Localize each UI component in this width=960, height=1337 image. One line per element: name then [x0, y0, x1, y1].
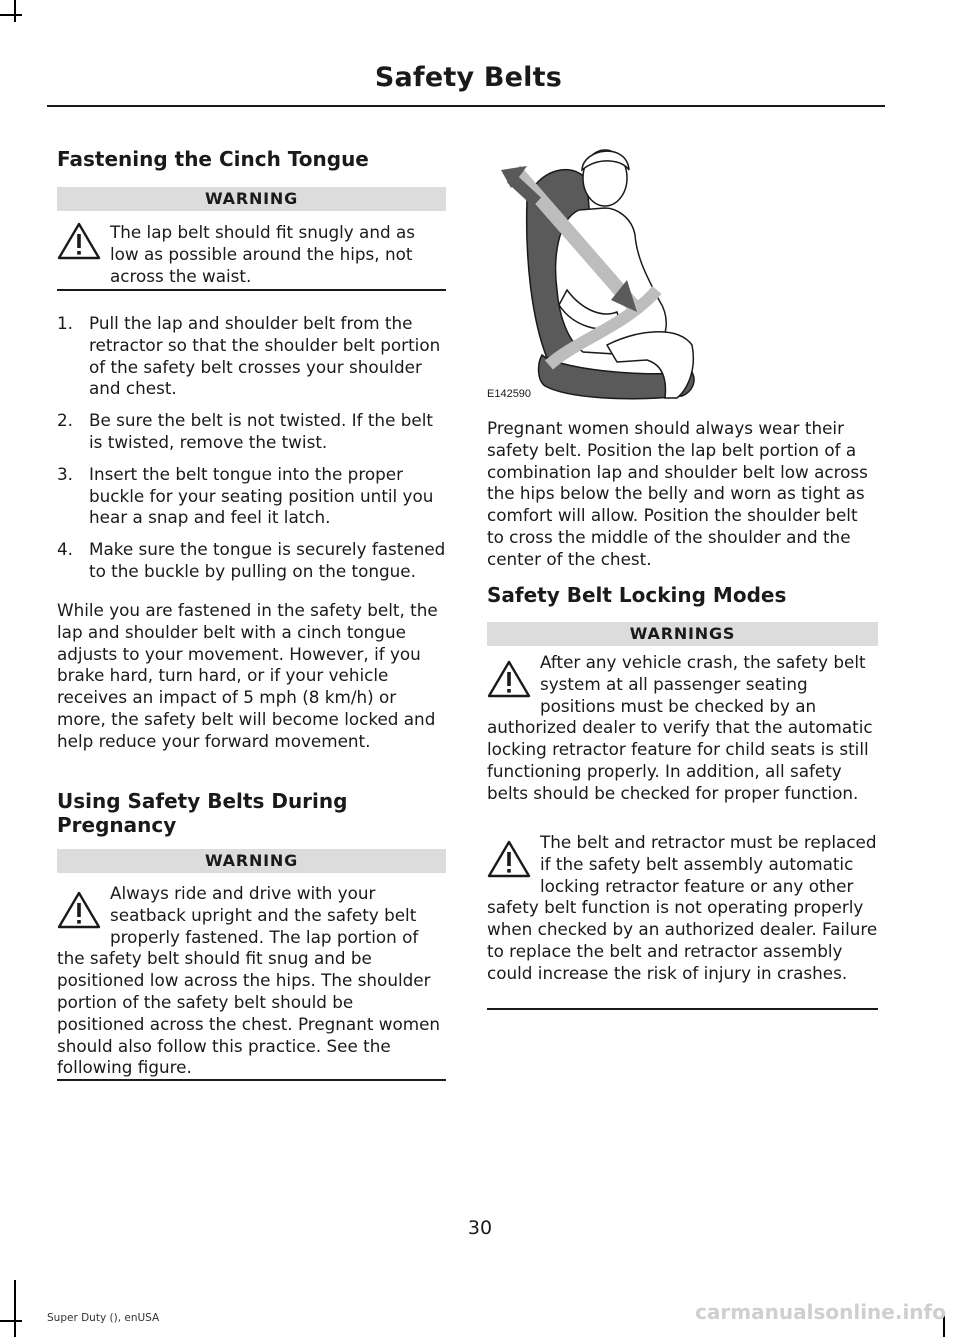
- warning-triangle-icon: [487, 840, 531, 878]
- warning-end-rule: [487, 1008, 878, 1010]
- warning-end-rule: [57, 1079, 446, 1081]
- belt-figure-icon: [487, 140, 707, 408]
- warning-triangle-icon: [57, 222, 101, 260]
- step-number: 2.: [57, 410, 74, 431]
- warning-block: [57, 222, 446, 287]
- warning-label-bar: WARNING: [57, 187, 446, 211]
- warning-label-bar: WARNINGS: [487, 622, 878, 646]
- crop-mark: [14, 0, 16, 22]
- page-header-title: Safety Belts: [374, 62, 562, 93]
- warning-text: The lap belt should fit snugly and as low as possible around the hips, not across the waist.: [110, 222, 415, 286]
- section-title: Fastening the Cinch Tongue: [57, 147, 369, 171]
- list-item: [57, 464, 446, 529]
- list-item: [57, 313, 446, 400]
- warning-text: The belt and retractor must be replaced if the safety belt assembly automatic locking retractor feature or any other safety belt function is not operating properly when checked by an authorized dealer. Failure to replace the belt and retractor assembly could increase the risk of injury in crashes.: [487, 832, 878, 983]
- crop-mark: [14, 1280, 16, 1337]
- warning-label-bar: WARNING: [57, 849, 446, 873]
- step-text: Insert the belt tongue into the proper buckle for your seating position until you hear a snap and feel it latch.: [89, 463, 434, 528]
- warning-block: [57, 883, 446, 1079]
- section-title: Safety Belt Locking Modes: [487, 583, 787, 607]
- section-title: Using Safety Belts During Pregnancy: [57, 789, 348, 837]
- step-text: Pull the lap and shoulder belt from the retractor so that the shoulder belt portion of the safety belt crosses your shoulder and chest.: [89, 313, 441, 399]
- warning-text: Always ride and drive with your seatback upright and the safety belt properly fastened. The lap portion of the safety belt should fit snug and be positioned low across the hips. The shoulder portion of the safety belt should be positioned across the chest. Pregnant women should also follow this practice. See the following figure.: [57, 883, 441, 1078]
- watermark: carmanualsonline.info: [695, 1300, 946, 1324]
- warning-block: [487, 832, 878, 985]
- warning-end-rule: [57, 289, 446, 291]
- header-rule: [47, 105, 885, 107]
- step-number: 1.: [57, 313, 74, 333]
- body-paragraph: Pregnant women should always wear their safety belt. Position the lap belt portion of a combination lap and shoulder belt low across the hips below the belly and worn as tight as comfort will allow. Position the shoulder belt to cross the middle of the shoulder and the center of the chest.: [487, 418, 868, 569]
- warning-triangle-icon: [487, 660, 531, 698]
- step-number: 4.: [57, 539, 74, 560]
- body-paragraph: While you are fastened in the safety belt, the lap and shoulder belt with a cinch tongue adjusts to your movement. However, if you brake hard, turn hard, or if your vehicle receives an impact of 5 mph (8 km/h) or more, the safety belt will become locked and help reduce your forward movement.: [57, 600, 438, 751]
- warning-triangle-icon: [57, 891, 101, 929]
- footer-text: Super Duty (), enUSA: [47, 1312, 160, 1324]
- warning-text: After any vehicle crash, the safety belt system at all passenger seating positions must be checked by an authorized dealer to verify that the automatic locking retractor feature for child seats is still functioning properly. In addition, all safety belts should be checked for proper function.: [487, 652, 873, 803]
- steps-list: [57, 313, 446, 593]
- page-number: 30: [467, 1217, 493, 1239]
- step-number: 3.: [57, 463, 74, 484]
- pregnant-woman-belt-illustration: [487, 140, 707, 408]
- step-text: Make sure the tongue is securely fastened to the buckle by pulling on the tongue.: [89, 539, 446, 581]
- list-item: [57, 410, 446, 454]
- list-item: [57, 539, 446, 583]
- warning-block: [487, 652, 878, 805]
- crop-mark: [0, 1320, 22, 1322]
- step-text: Be sure the belt is not twisted. If the belt is twisted, remove the twist.: [89, 410, 433, 452]
- figure-code: E142590: [487, 388, 532, 400]
- crop-mark: [0, 14, 22, 16]
